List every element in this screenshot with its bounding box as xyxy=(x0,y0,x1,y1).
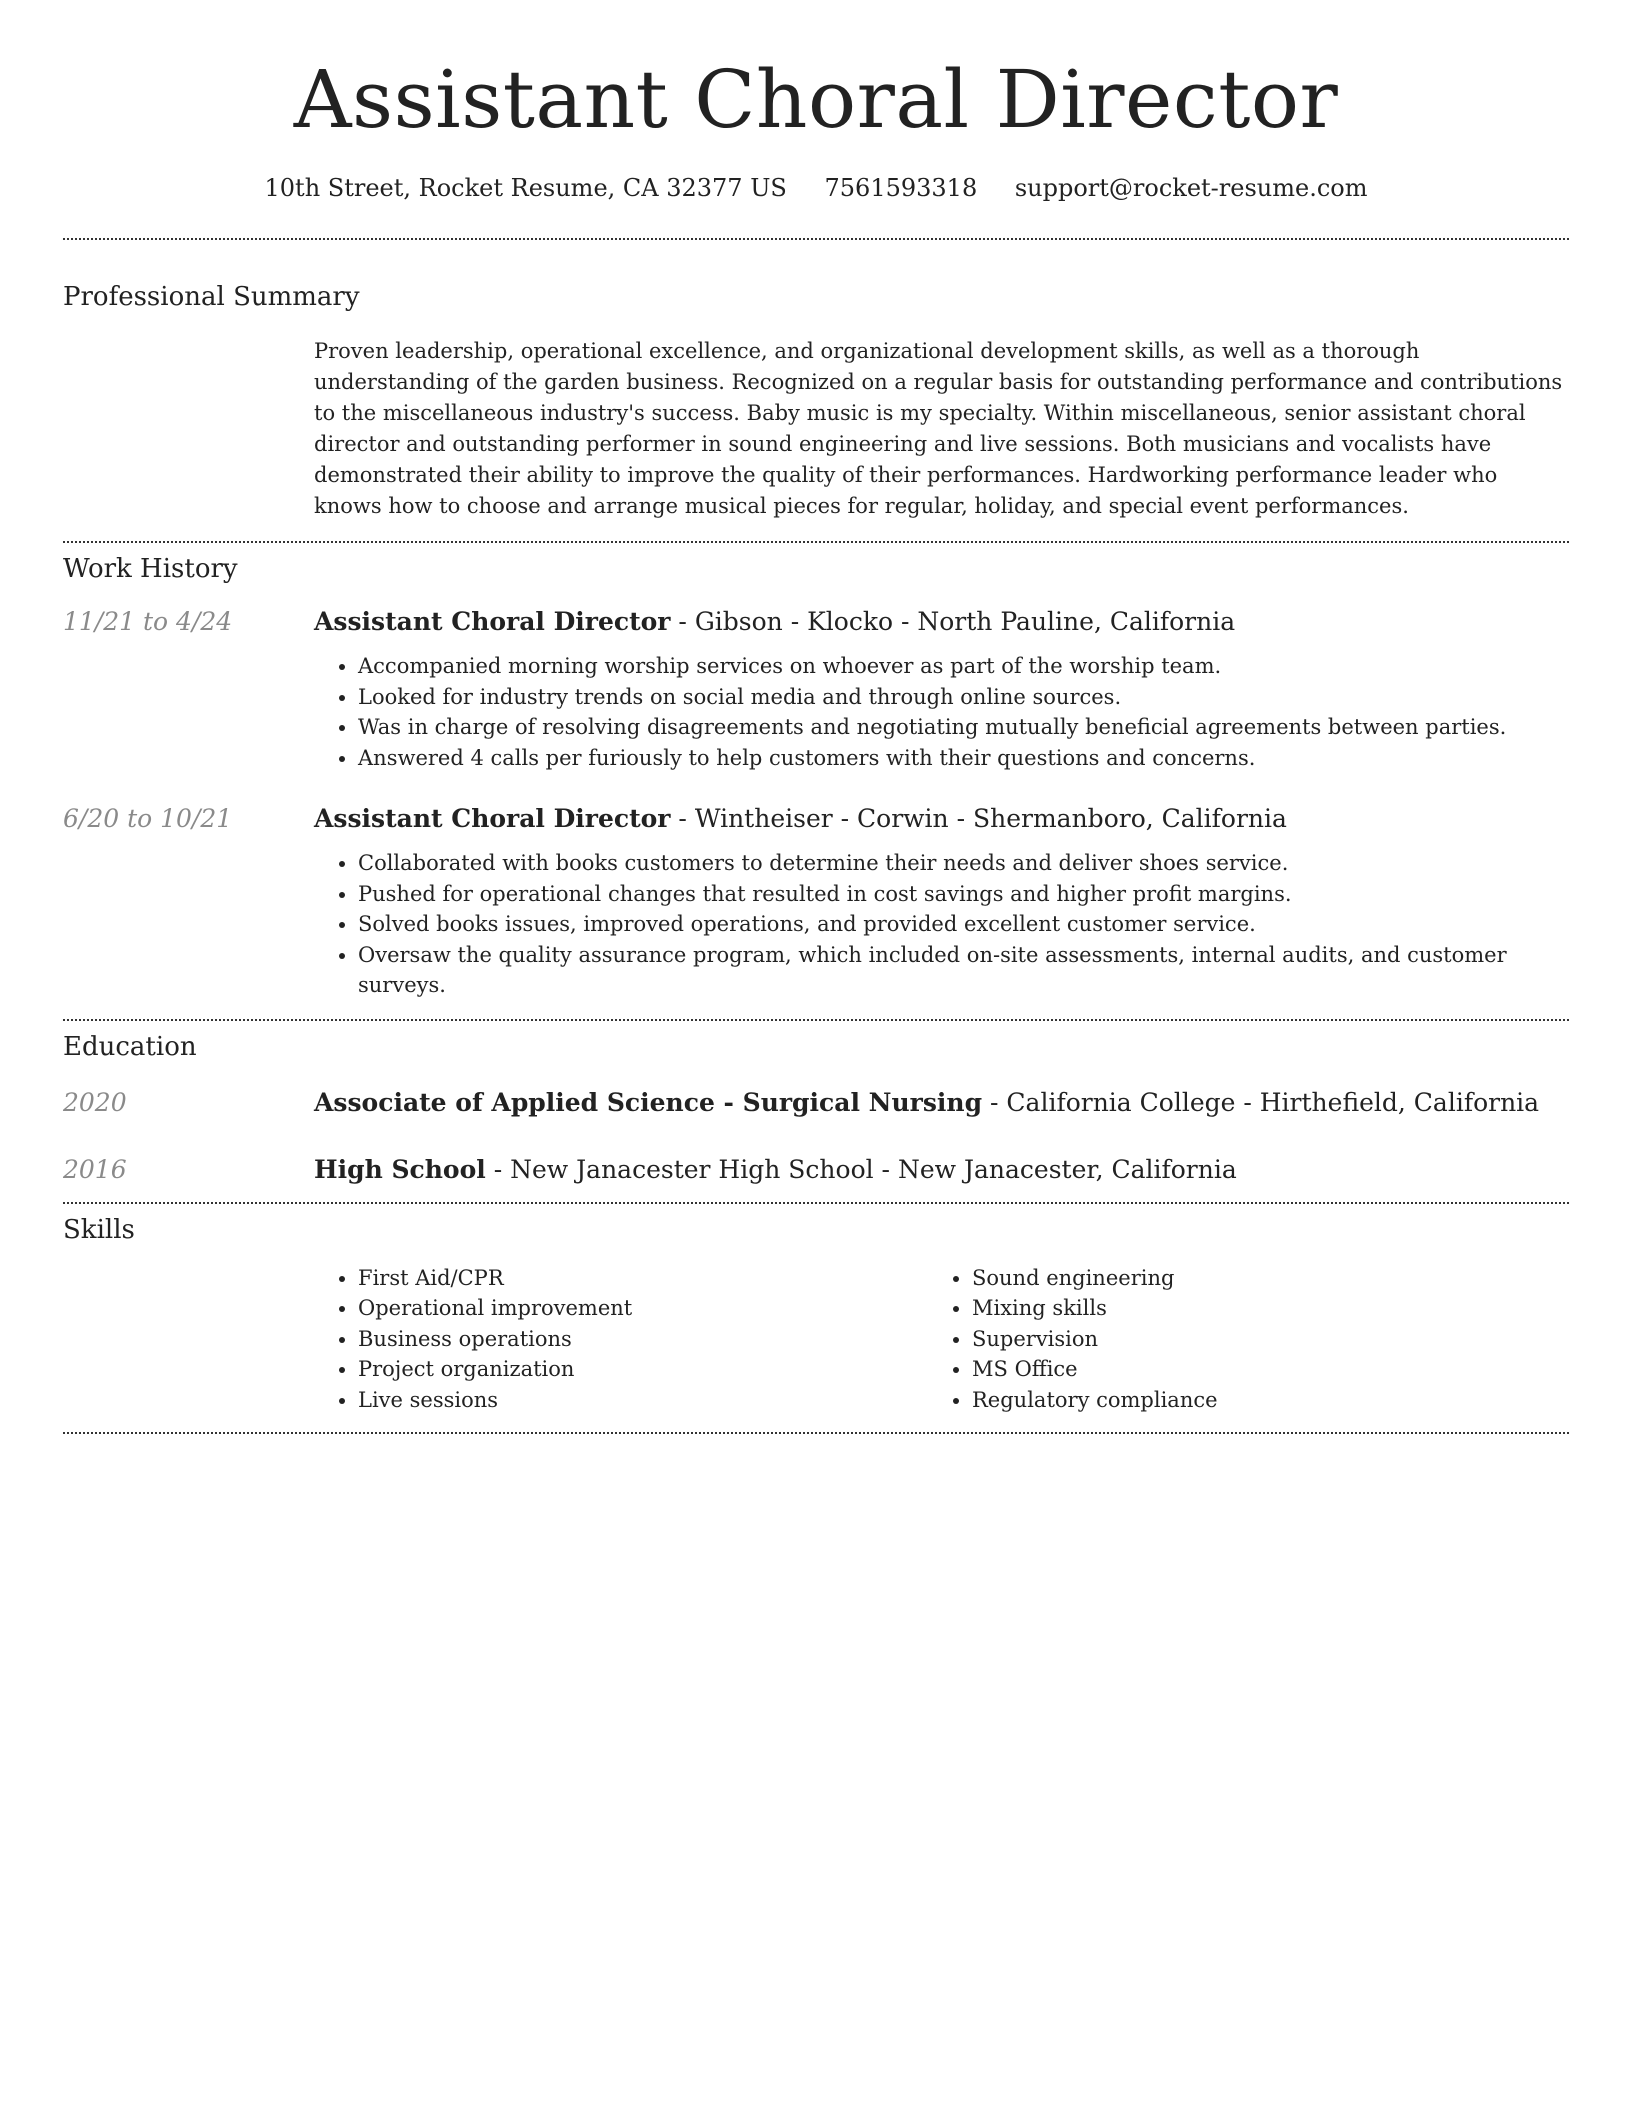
list-item: • Operational improvement xyxy=(358,1293,928,1324)
list-item: • Live sessions xyxy=(358,1385,928,1416)
list-item: • Collaborated with books customers to determine their needs and deliver shoes service. xyxy=(358,848,1569,879)
summary-section xyxy=(63,280,1569,522)
job-dates: 11/21 to 4/24 xyxy=(63,607,233,636)
education-year: 2016 xyxy=(63,1154,127,1184)
education-body xyxy=(314,1153,1569,1187)
summary-body xyxy=(314,336,1569,522)
skills-body xyxy=(314,1263,1569,1416)
contact-line xyxy=(63,172,1569,204)
section-title-education: Education xyxy=(63,1031,197,1062)
job-role: Assistant Choral Director xyxy=(314,804,671,833)
contact-email: support@rocket-resume.com xyxy=(1014,174,1368,202)
job-dates: 6/20 to 10/21 xyxy=(63,804,233,833)
work-section xyxy=(63,552,1569,1001)
list-item: • Mixing skills xyxy=(972,1293,1542,1324)
section-title-skills: Skills xyxy=(63,1214,135,1245)
education-entry xyxy=(63,1153,1569,1187)
education-body xyxy=(314,1086,1569,1120)
list-item: • Oversaw the quality assurance program, which included on-site assessments, internal audits, and customer surveys. xyxy=(358,940,1569,1001)
job-heading xyxy=(314,802,1569,836)
education-details: - California College - Hirthefield, California xyxy=(982,1087,1540,1117)
list-item: • Answered 4 calls per furiously to help customers with their questions and concerns. xyxy=(358,743,1569,774)
job-body xyxy=(314,605,1569,773)
education-degree: High School xyxy=(314,1154,486,1184)
list-item: • Solved books issues, improved operations, and provided excellent customer service. xyxy=(358,909,1569,940)
job-body xyxy=(314,802,1569,1001)
section-title-summary: Professional Summary xyxy=(63,282,360,312)
skills-section xyxy=(63,1213,1569,1416)
education-year: 2020 xyxy=(63,1087,127,1117)
divider xyxy=(63,1432,1569,1434)
list-item: • Business operations xyxy=(358,1324,928,1355)
job-bullets xyxy=(314,651,1569,773)
list-item: • Regulatory compliance xyxy=(972,1385,1542,1416)
education-heading xyxy=(314,1153,1569,1187)
section-title-work: Work History xyxy=(63,554,238,584)
list-item: • Looked for industry trends on social media and through online sources. xyxy=(358,682,1569,713)
job-entry xyxy=(63,605,1569,773)
list-item: • Supervision xyxy=(972,1324,1542,1355)
skills-left-spacer xyxy=(63,1263,314,1416)
list-item: • Project organization xyxy=(358,1354,928,1385)
divider xyxy=(63,1202,1569,1204)
candidate-name: Assistant Choral Director xyxy=(293,53,1339,146)
skills-list-right xyxy=(928,1263,1542,1416)
divider xyxy=(63,1019,1569,1021)
divider xyxy=(63,238,1569,240)
skills-row xyxy=(63,1263,1569,1416)
list-item: • First Aid/CPR xyxy=(358,1263,928,1294)
job-heading xyxy=(314,605,1569,639)
list-item: • MS Office xyxy=(972,1354,1542,1385)
job-role: Assistant Choral Director xyxy=(314,607,671,636)
skills-columns xyxy=(314,1263,1569,1416)
contact-phone: 7561593318 xyxy=(824,174,978,202)
education-degree: Associate of Applied Science - Surgical Nursing xyxy=(314,1087,983,1117)
skills-list-left xyxy=(314,1263,928,1416)
education-section xyxy=(63,1030,1569,1187)
job-bullets xyxy=(314,848,1569,1001)
education-heading xyxy=(314,1086,1569,1120)
list-item: • Pushed for operational changes that resulted in cost savings and higher profit margins. xyxy=(358,879,1569,910)
summary-text: Proven leadership, operational excellence, and organizational development skills, as well as a thorough understanding of the garden business. Recognized on a regular basis for outstanding performance and contributions to the miscellaneous industry's success. Baby music is my specialty. Within miscellaneous, senior assistant choral director and outstanding performer in sound engineering and live sessions. Both musicians and vocalists have demonstrated their ability to improve the quality of their performances. Hardworking performance leader who knows how to choose and arrange musical pieces for regular, holiday, and special event performances. xyxy=(314,339,1563,518)
education-entry xyxy=(63,1086,1569,1120)
contact-address: 10th Street, Rocket Resume, CA 32377 US xyxy=(264,174,787,202)
divider xyxy=(63,541,1569,543)
education-details: - New Janacester High School - New Janacester, California xyxy=(485,1154,1237,1184)
job-entry xyxy=(63,802,1569,1001)
job-details: - Wintheiser - Corwin - Shermanboro, California xyxy=(670,804,1287,833)
summary-left-spacer xyxy=(63,336,314,522)
list-item: • Sound engineering xyxy=(972,1263,1542,1294)
list-item: • Was in charge of resolving disagreements and negotiating mutually beneficial agreements between parties. xyxy=(358,712,1569,743)
list-item: • Accompanied morning worship services on whoever as part of the worship team. xyxy=(358,651,1569,682)
summary-row xyxy=(63,336,1569,522)
job-details: - Gibson - Klocko - North Pauline, California xyxy=(670,607,1236,636)
